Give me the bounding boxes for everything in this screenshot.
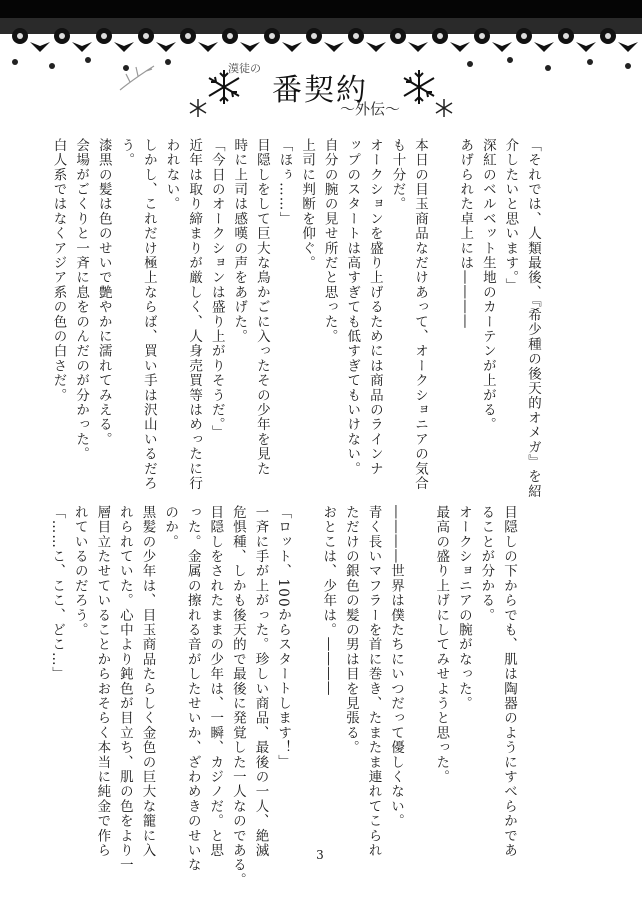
text-line: う。	[118, 138, 135, 168]
text-line	[407, 505, 430, 845]
text-line: 深紅のベルベット生地のカーテンが上がる。	[479, 138, 496, 432]
text-line: 青く長いマフラーを首に巻き、たまたま連れてこられ	[365, 505, 382, 858]
text-line: 危惧種、しかも後天的で最後に発覚した一人なのである。	[229, 505, 246, 888]
page-number: 3	[316, 848, 324, 862]
text-line: あげられた卓上には――――	[457, 138, 474, 330]
text-line: 近年は取り締まりが厳しく、人身売買等はめったに行	[186, 138, 203, 491]
branch-ornament-icon	[118, 62, 158, 92]
text-line: 最高の盛り上げにしてみせようと思った。	[433, 505, 450, 785]
text-line: れているのだろう。	[71, 505, 88, 638]
text-line: しかし、これだけ極上ならば、買い手は沢山いるだろ	[140, 138, 157, 491]
text-line: われない。	[163, 138, 180, 212]
text-line: 「今日のオークションは盛り上がりそうだ。」	[208, 138, 225, 440]
text-line: ることが分かる。	[478, 505, 495, 623]
text-line: 目隠しをして巨大な鳥かごに入ったその少年を見た	[253, 138, 270, 477]
text-line: 介したいと思います。」	[502, 138, 519, 293]
text-line: 漆黒の髪は色のせいで艶やかに濡れてみえる。	[95, 138, 112, 447]
text-line: 黒髪の少年は、目玉商品たらしく金色の巨大な籠に入	[139, 505, 156, 858]
text-line: 一斉に手が上がった。珍しい商品、最後の一人、絶滅	[252, 505, 269, 858]
text-line: 目隠しの下からでも、肌は陶器のようにすべらかであ	[501, 505, 517, 858]
text-line: 上司に判断を仰ぐ。	[299, 138, 316, 271]
title-block	[0, 60, 642, 120]
text-line: 時に上司は感嘆の声をあげた。	[231, 138, 248, 344]
text-line: のか。	[162, 505, 179, 550]
text-line: 「……こ、ここ、どこ…」	[49, 505, 66, 682]
body-text-top	[50, 138, 544, 499]
text-line: 目隠しをされたままの少年は、一瞬、カジノだ。と思	[207, 505, 224, 858]
title-ruby: 漠徒の	[228, 62, 261, 75]
text-line: オークショニアの腕がなった。	[455, 505, 472, 711]
text-line: ただけの銀色の髪の男は目を見張る。	[342, 505, 359, 755]
text-line: 自分の腕の見せ所だと思った。	[321, 138, 338, 344]
text-line: れられていた。心中より鈍色が目立ち、肌の色をより一	[116, 505, 133, 873]
text-line: 本日の目玉商品なだけあって、オークショニアの気合	[412, 138, 429, 491]
text-line	[431, 138, 454, 478]
body-text-bottom	[49, 505, 520, 888]
text-line: おとこは、少年は。――――	[320, 505, 337, 697]
text-line: も十分だ。	[389, 138, 406, 212]
text-line: 「それでは、人類最後、『希少種の後天的オメガ』を紹	[525, 138, 541, 499]
snowflake-icon	[188, 98, 208, 118]
text-line: ップのスタートは高すぎても低すぎてもいけない。	[344, 138, 361, 477]
snowflake-icon	[434, 98, 454, 118]
page-title: 番契約	[272, 73, 368, 108]
text-line: 「ロット、100からスタートします！」	[275, 505, 292, 770]
text-line: 白人系ではなくアジア系の色の白さだ。	[50, 138, 67, 403]
text-line	[294, 505, 317, 845]
text-line: 層目立たせていることからおそらく本当に純金で作ら	[94, 505, 111, 858]
page-subtitle: 〜外伝〜	[340, 100, 401, 118]
text-line: 会場がごくりと一斉に息をのんだのが分かった。	[73, 138, 90, 462]
text-line: 「ほぅ……」	[276, 138, 293, 227]
text-line: オークションを盛り上げるためには商品のラインナ	[366, 138, 383, 477]
text-line: ――――世界は僕たちにいつだって優しくない。	[388, 505, 405, 829]
text-line: った。金属の擦れる音がしたせいか、ざわめきのせいな	[184, 505, 201, 873]
